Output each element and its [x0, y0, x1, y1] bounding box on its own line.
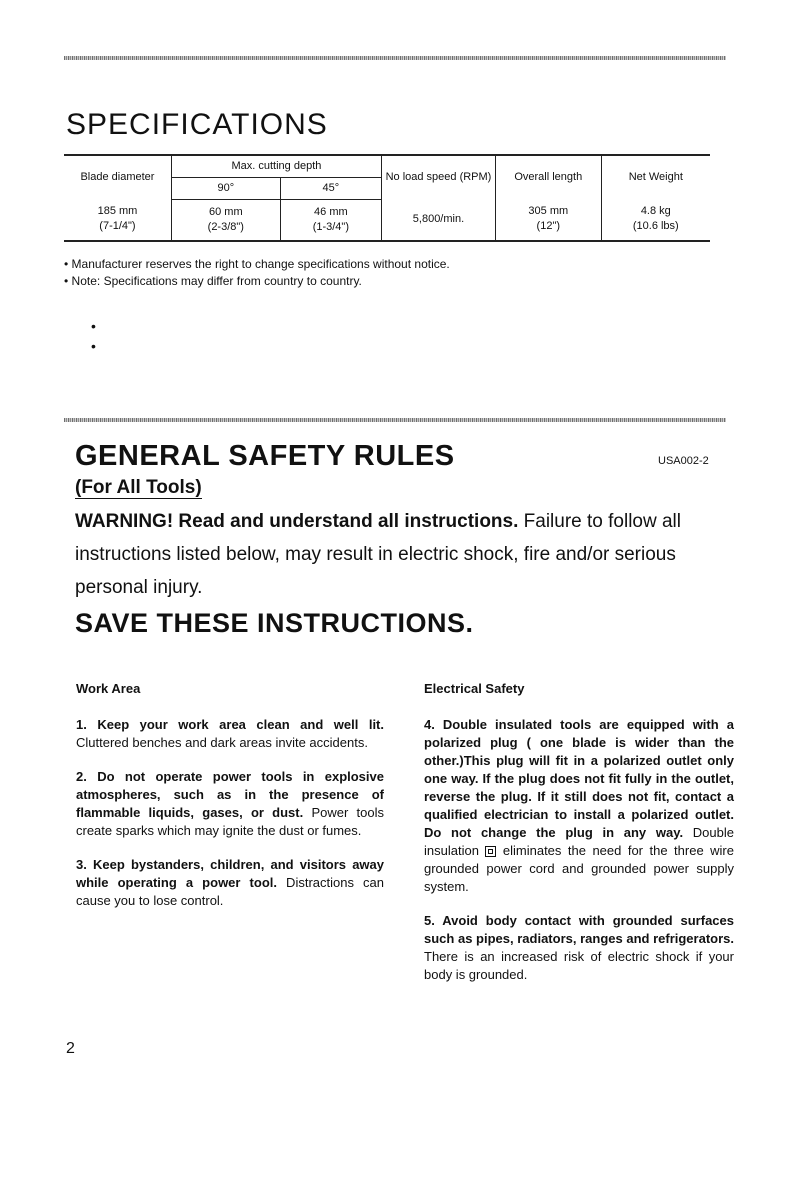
- warning-text: Failure to follow all instructions listed below, may result in electric shock, fire and/or serious personal injury.: [75, 511, 681, 598]
- rule-4: 4. Double insulated tools are equipped with a polarized plug ( one blade is wider than the other.)This plug will fit in a polarized outlet only one way. If the plug does not fit fully in the outlet, reverse the plug. If it still does not fit, contact a qualified electrician to install a polarized outlet. Do not change the plug in any way. Double insulation eliminates the need for the three wire grounded power cord and grounded power supply system.: [424, 717, 734, 894]
- specification-notes: [64, 256, 450, 290]
- safety-rules-title: GENERAL SAFETY RULES: [75, 440, 455, 472]
- rule-5: 5. Avoid body contact with grounded surfaces such as pipes, radiators, ranges and refrigerators. There is an increased risk of electric shock if your body is grounded.: [424, 913, 734, 982]
- value-no-load-speed: 5,800/min.: [381, 199, 495, 241]
- warning-bold: WARNING! Read and understand all instructions.: [75, 511, 519, 532]
- electrical-safety-section: [424, 680, 734, 1000]
- decorative-rule-middle: [64, 418, 726, 422]
- header-blade-diameter: Blade diameter: [64, 155, 171, 199]
- header-angle-45: 45°: [280, 177, 381, 199]
- double-insulation-icon: [485, 846, 496, 857]
- header-no-load-speed: No load speed (RPM): [381, 155, 495, 199]
- rule-3: 3. Keep bystanders, children, and visitors away while operating a power tool. Distractions can cause you to lose control.: [76, 857, 385, 908]
- value-depth-90: 60 mm (2-3/8"): [171, 199, 280, 241]
- decorative-rule-top: [64, 56, 726, 60]
- header-net-weight: Net Weight: [601, 155, 710, 199]
- bullet-icon: •: [91, 318, 96, 334]
- rule-2: 2. Do not operate power tools in explosive atmospheres, such as in the presence of flammable liquids, gases, or dust. Power tools create sparks which may ignite the dust or fumes.: [76, 769, 384, 838]
- value-overall-length: 305 mm (12"): [495, 199, 601, 241]
- warning-paragraph: [75, 505, 735, 604]
- save-instructions-title: SAVE THESE INSTRUCTIONS.: [75, 608, 474, 638]
- work-area-section: [76, 680, 384, 926]
- work-area-heading: Work Area: [76, 681, 141, 696]
- header-angle-90: 90°: [171, 177, 280, 199]
- rule-1: 1. Keep your work area clean and well lit. Cluttered benches and dark areas invite accidents.: [76, 717, 384, 750]
- electrical-safety-heading: Electrical Safety: [424, 681, 525, 696]
- safety-rules-subtitle: (For All Tools): [75, 477, 202, 498]
- header-overall-length: Overall length: [495, 155, 601, 199]
- note-manufacturer: • Manufacturer reserves the right to change specifications without notice.: [64, 256, 450, 273]
- bullet-icon: •: [91, 338, 96, 354]
- note-country: • Note: Specifications may differ from country to country.: [64, 273, 450, 290]
- header-max-cutting-depth: Max. cutting depth: [171, 155, 381, 177]
- specifications-table: [64, 154, 710, 242]
- specifications-title: SPECIFICATIONS: [66, 108, 328, 141]
- document-code: USA002-2: [658, 455, 709, 467]
- value-depth-45: 46 mm (1-3/4"): [280, 199, 381, 241]
- page-number: 2: [66, 1040, 75, 1057]
- value-blade-diameter: 185 mm (7-1/4"): [64, 199, 171, 241]
- value-net-weight: 4.8 kg (10.6 lbs): [601, 199, 710, 241]
